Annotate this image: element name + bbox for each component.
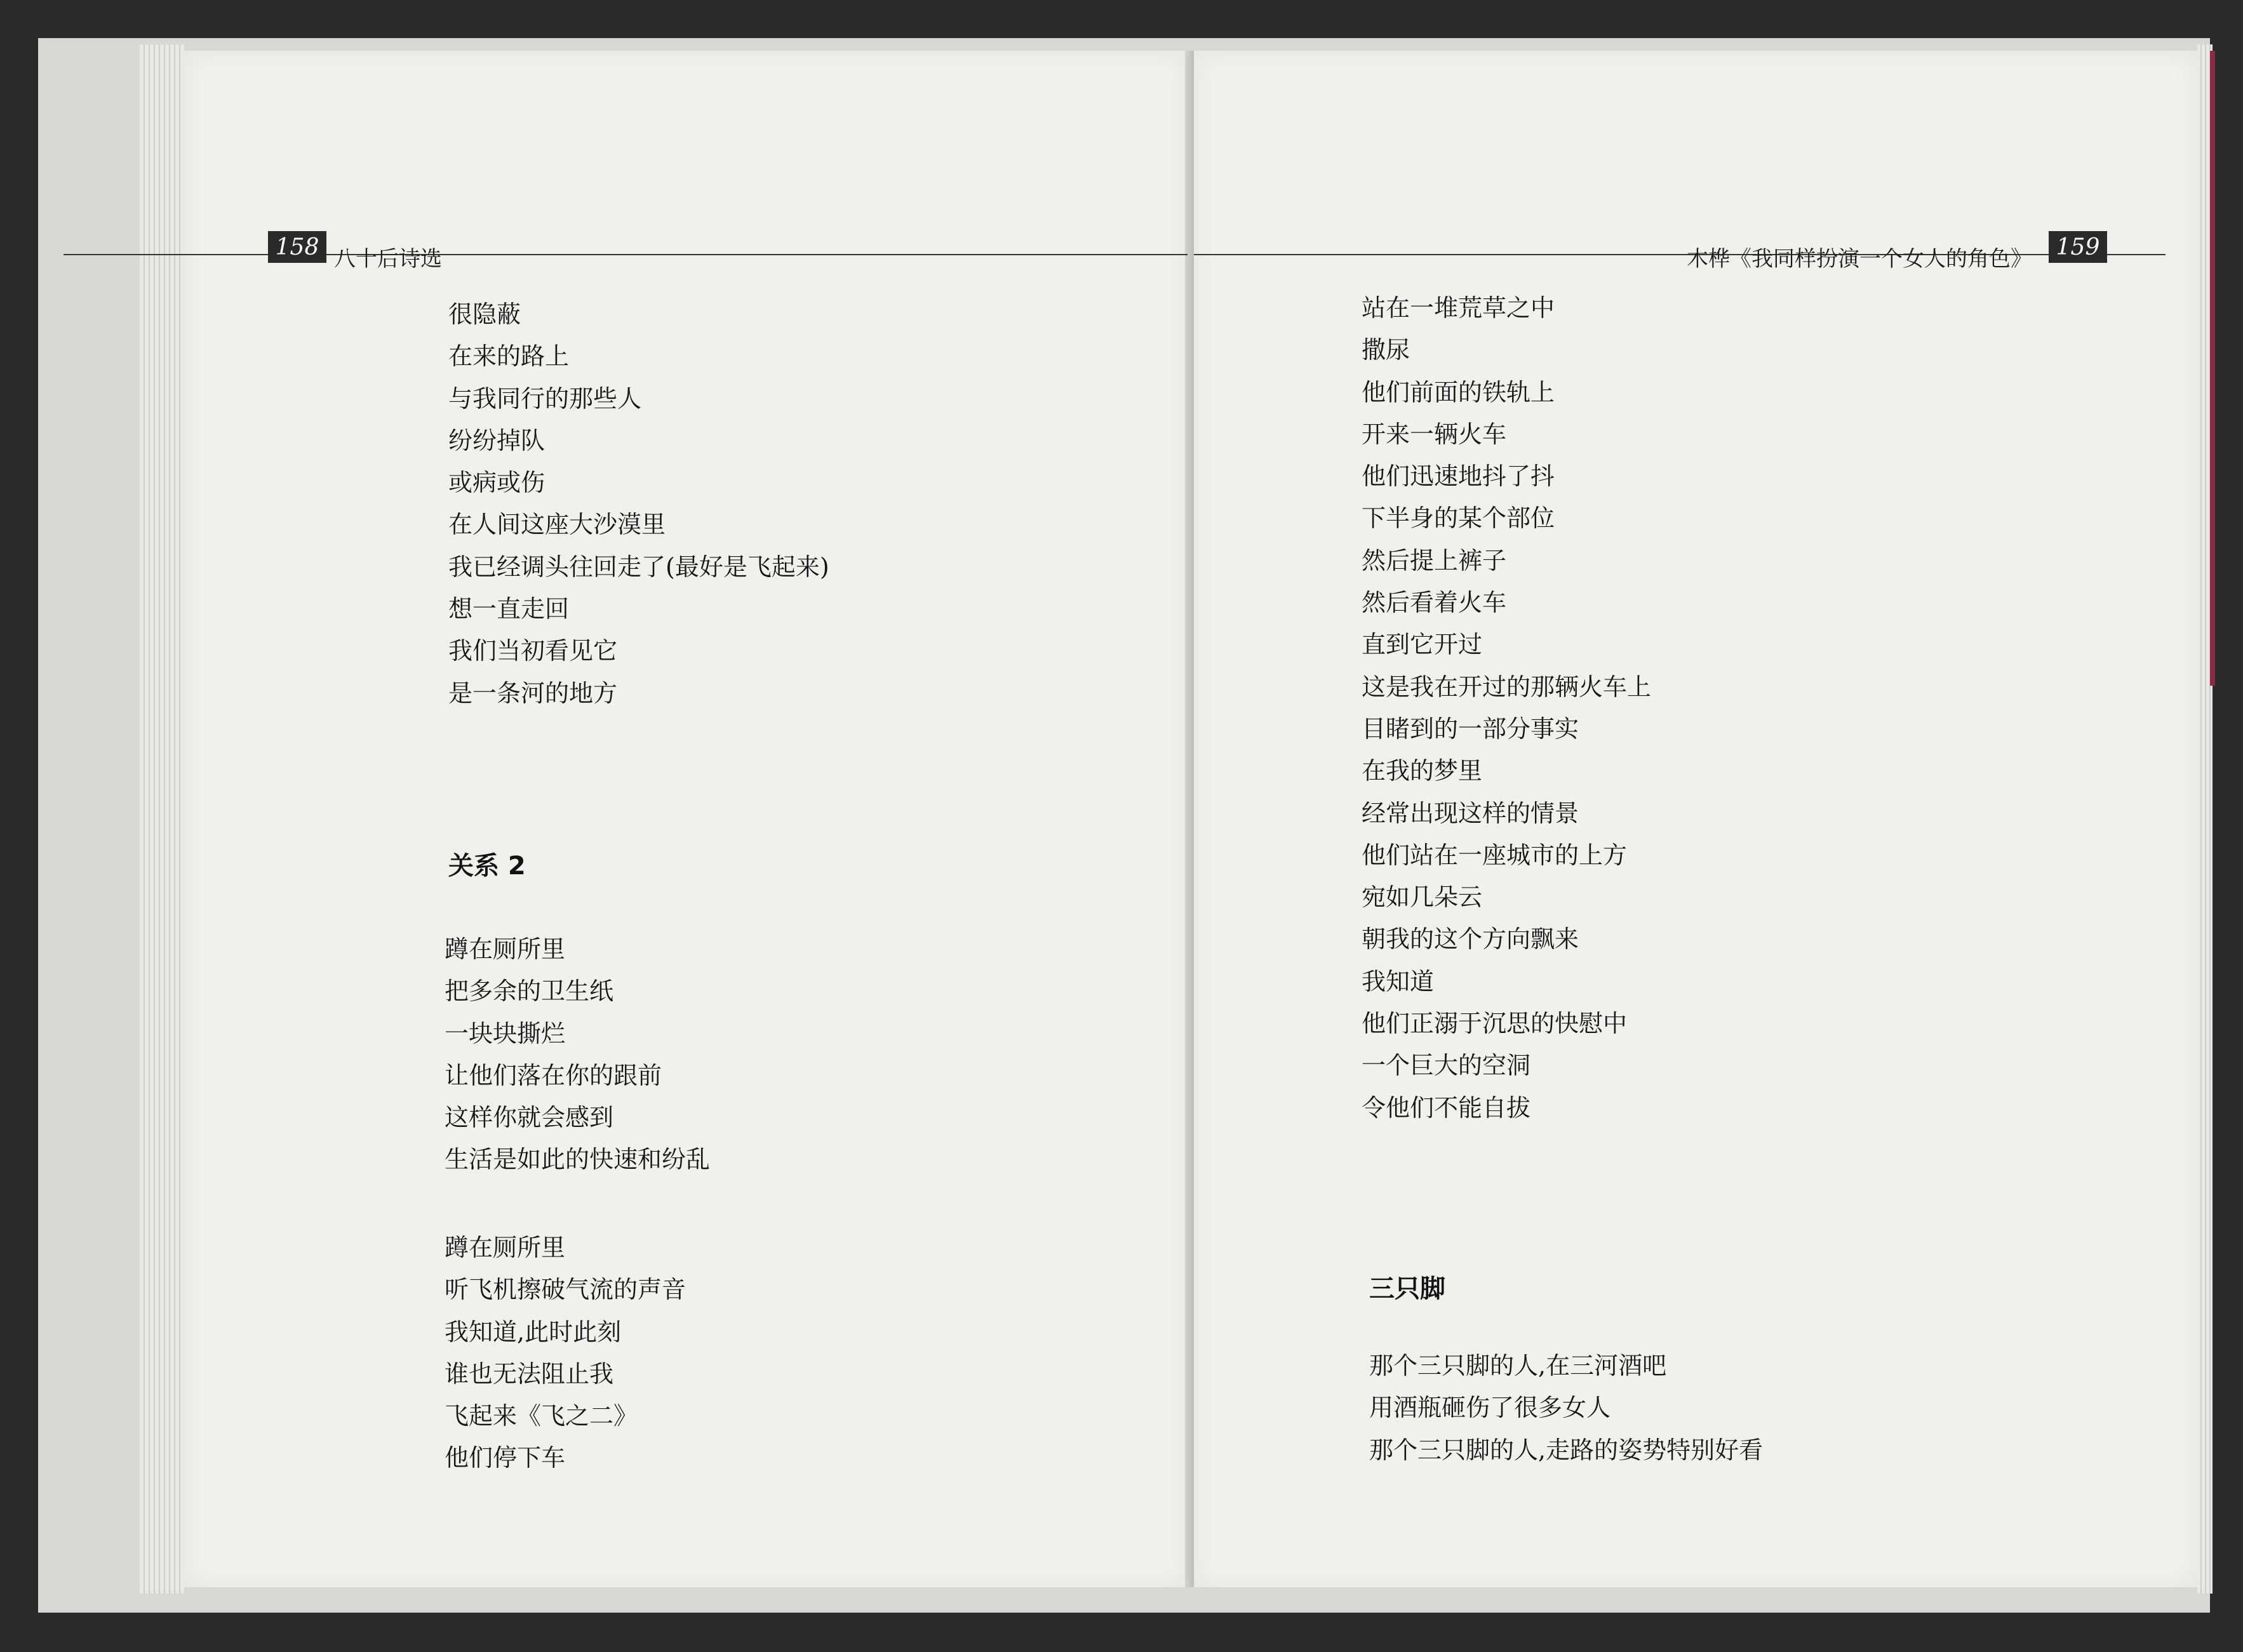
right-page-number: 159 [2049,231,2107,263]
verse-line: 在来的路上 [448,342,570,371]
left-stanza-b [445,928,710,1181]
right-stanza-b [1369,1345,1763,1471]
right-section-title: 三只脚 [1369,1274,1445,1303]
verse-line: 我知道 [1362,967,1435,996]
verse-line: 纷纷掉队 [448,426,546,455]
left-header-rule [64,254,1188,255]
left-section-title: 关系 2 [448,851,526,881]
verse-line: 直到它开过 [1362,630,1483,659]
verse-line: 开来一辆火车 [1362,420,1507,448]
verse-line: 是一条河的地方 [448,679,618,707]
verse-line: 一个巨大的空洞 [1362,1051,1531,1080]
verse-line: 然后提上裤子 [1362,546,1507,575]
verse-line: 一块块撕烂 [445,1019,566,1048]
left-page-number: 158 [268,231,326,263]
verse-line: 与我同行的那些人 [448,384,642,413]
verse-line: 谁也无法阻止我 [445,1359,614,1388]
verse-line: 在人间这座大沙漠里 [448,510,666,539]
verse-line: 这是我在开过的那辆火车上 [1362,672,1652,701]
verse-line: 他们正溺于沉思的快慰中 [1362,1009,1628,1038]
verse-line: 蹲在厕所里 [445,935,566,963]
right-running-header: 木桦《我同样扮演一个女人的角色》 [1687,246,2032,272]
verse-line: 朝我的这个方向飘来 [1362,925,1579,954]
verse-line: 他们迅速地抖了抖 [1362,462,1555,491]
verse-line: 站在一堆荒草之中 [1362,294,1555,322]
verse-line: 然后看着火车 [1362,589,1507,617]
verse-line: 想一直走回 [448,595,570,623]
left-stanza-a [448,293,829,714]
verse-line: 在我的梦里 [1362,757,1483,785]
verse-line: 蹲在厕所里 [445,1234,566,1262]
right-stanza-a [1362,287,1651,1129]
verse-line: 很隐蔽 [448,300,521,328]
verse-line: 我们当初看见它 [448,637,618,665]
verse-line: 经常出现这样的情景 [1362,799,1579,827]
verse-line: 宛如几朵云 [1362,883,1483,912]
bookmark-ribbon [2210,51,2215,686]
verse-line: 这样你就会感到 [445,1103,614,1132]
page-stack-left [140,44,184,1594]
verse-line: 或病或伤 [448,469,546,497]
verse-line: 他们前面的铁轨上 [1362,378,1555,406]
verse-line: 目睹到的一部分事实 [1362,714,1579,743]
verse-line: 听飞机擦破气流的声音 [445,1276,686,1304]
verse-line: 那个三只脚的人,在三河酒吧 [1369,1352,1667,1380]
verse-line: 我知道,此时此刻 [445,1317,622,1346]
left-stanza-c [445,1227,686,1479]
verse-line: 生活是如此的快速和纷乱 [445,1145,711,1174]
verse-line: 下半身的某个部位 [1362,504,1555,533]
verse-line: 他们站在一座城市的上方 [1362,841,1628,869]
verse-line: 用酒瓶砸伤了很多女人 [1369,1394,1611,1422]
verse-line: 那个三只脚的人,走路的姿势特别好看 [1369,1436,1764,1464]
verse-line: 让他们落在你的跟前 [445,1061,662,1089]
verse-line: 我已经调头往回走了(最好是飞起来) [448,552,829,581]
left-running-header: 八十后诗选 [334,246,442,272]
verse-line: 撒尿 [1362,336,1410,364]
verse-line: 飞起来《飞之二》 [445,1402,638,1430]
verse-line: 令他们不能自拔 [1362,1093,1531,1122]
verse-line: 他们停下车 [445,1444,566,1472]
verse-line: 把多余的卫生纸 [445,977,614,1006]
